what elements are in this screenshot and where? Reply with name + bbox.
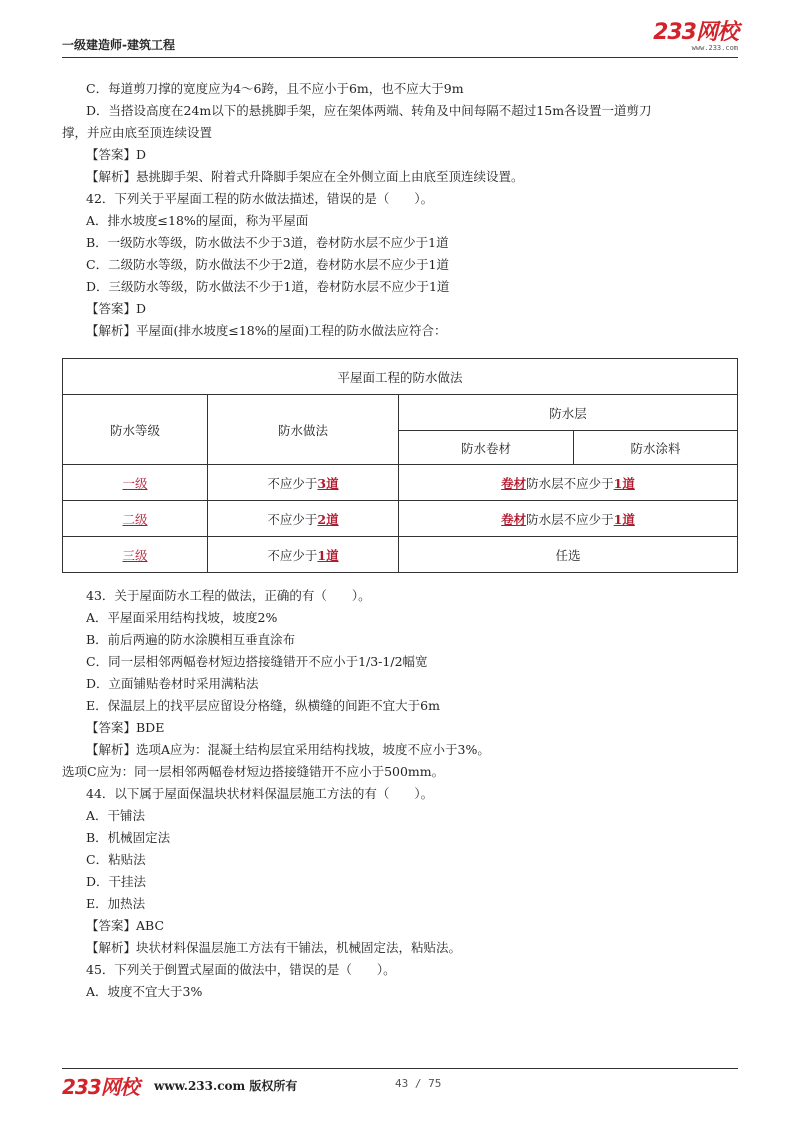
method-prefix: 不应少于 <box>267 547 318 563</box>
content-top <box>62 78 738 342</box>
footer-logo[interactable]: 233网校 <box>62 1075 139 1099</box>
text-line: A．平屋面采用结构找坡，坡度2% <box>86 610 278 625</box>
text-line: C．同一层相邻两幅卷材短边搭接缝错开不应小于1/3-1/2幅宽 <box>86 654 428 669</box>
layer-count[interactable]: 1道 <box>613 475 635 491</box>
text-line: 【答案】D <box>86 301 147 316</box>
waterproof-table <box>62 358 738 573</box>
text-line: 【解析】选项A应为：混凝土结构层宜采用结构找坡，坡度不应小于3%。 <box>86 742 490 757</box>
logo-url: www.233.com <box>691 44 738 52</box>
text-line: A．排水坡度≤18%的屋面，称为平屋面 <box>86 213 309 228</box>
page-number: 43 / 75 <box>395 1077 442 1090</box>
grade-link[interactable]: 二级 <box>122 511 148 527</box>
method-value[interactable]: 2道 <box>317 511 339 527</box>
layer-any: 任选 <box>399 537 738 573</box>
table-row <box>63 537 738 573</box>
method-prefix: 不应少于 <box>267 475 318 491</box>
header-method: 防水做法 <box>208 395 399 465</box>
header-divider <box>62 57 738 58</box>
layer-text: 防水层不应少于 <box>526 511 614 527</box>
header-grade: 防水等级 <box>63 395 208 465</box>
text-line: B．机械固定法 <box>86 830 171 845</box>
header-membrane: 防水卷材 <box>399 431 574 465</box>
grade-link[interactable]: 一级 <box>122 475 148 491</box>
text-line: 【答案】D <box>86 147 147 162</box>
text-line: A．干铺法 <box>86 808 146 823</box>
footer-copyright: www.233.com 版权所有 <box>154 1079 298 1093</box>
page-footer <box>62 1068 738 1098</box>
text-line: 【解析】平屋面(排水坡度≤18%的屋面)工程的防水做法应符合： <box>86 323 447 338</box>
brand-logo[interactable] <box>653 22 738 52</box>
text-line: D．干挂法 <box>86 874 147 889</box>
text-line: 【解析】悬挑脚手架、附着式升降脚手架应在全外侧立面上由底至顶连续设置。 <box>86 169 524 184</box>
layer-type[interactable]: 卷材 <box>501 475 527 491</box>
layer-text: 防水层不应少于 <box>526 475 614 491</box>
text-line: 【答案】ABC <box>86 918 165 933</box>
text-line: B．一级防水等级，防水做法不少于3道，卷材防水层不应少于1道 <box>86 235 449 250</box>
text-line: E．加热法 <box>86 896 146 911</box>
text-line: E．保温层上的找平层应留设分格缝，纵横缝的间距不宜大于6m <box>86 698 440 713</box>
text-line: 45．下列关于倒置式屋面的做法中，错误的是（ ）。 <box>86 962 396 977</box>
text-line: 撑，并应由底至顶连续设置 <box>62 125 213 140</box>
text-line: C．二级防水等级，防水做法不少于2道，卷材防水层不应少于1道 <box>86 257 449 272</box>
header-layer: 防水层 <box>399 395 738 431</box>
footer-divider <box>62 1068 738 1069</box>
text-line: C．每道剪刀撑的宽度应为4～6跨，且不应小于6m，也不应大于9m <box>86 81 464 96</box>
layer-count[interactable]: 1道 <box>613 511 635 527</box>
text-line: 【答案】BDE <box>86 720 165 735</box>
text-line: 44．以下属于屋面保温块状材料保温层施工方法的有（ ）。 <box>86 786 434 801</box>
method-prefix: 不应少于 <box>267 511 318 527</box>
text-line: 42．下列关于平屋面工程的防水做法描述，错误的是（ ）。 <box>86 191 434 206</box>
text-line: A．坡度不宜大于3% <box>86 984 203 999</box>
text-line: B．前后两遍的防水涂膜相互垂直涂布 <box>86 632 296 647</box>
grade-link[interactable]: 三级 <box>122 547 148 563</box>
header-title: 一级建造师-建筑工程 <box>62 38 175 52</box>
table-title: 平屋面工程的防水做法 <box>63 359 738 395</box>
method-value[interactable]: 1道 <box>317 547 339 563</box>
text-line: 【解析】块状材料保温层施工方法有干铺法，机械固定法，粘贴法。 <box>86 940 462 955</box>
text-line: D．立面铺贴卷材时采用满粘法 <box>86 676 259 691</box>
layer-type[interactable]: 卷材 <box>501 511 527 527</box>
table-row <box>63 501 738 537</box>
method-value[interactable]: 3道 <box>317 475 339 491</box>
table-row <box>63 465 738 501</box>
text-line: C．粘贴法 <box>86 852 146 867</box>
logo-text: 233网校 <box>653 20 738 45</box>
text-line: D．三级防水等级，防水做法不少于1道，卷材防水层不应少于1道 <box>86 279 450 294</box>
text-line: 选项C应为：同一层相邻两幅卷材短边搭接缝错开不应小于500mm。 <box>62 764 445 779</box>
text-line: 43．关于屋面防水工程的做法，正确的有（ ）。 <box>86 588 371 603</box>
header-coating: 防水涂料 <box>574 431 738 465</box>
text-line: D．当搭设高度在24m以下的悬挑脚手架，应在架体两端、转角及中间每隔不超过15m各设置一道剪刀 <box>86 103 652 118</box>
content-bottom <box>62 585 738 1003</box>
page-header <box>62 22 738 58</box>
